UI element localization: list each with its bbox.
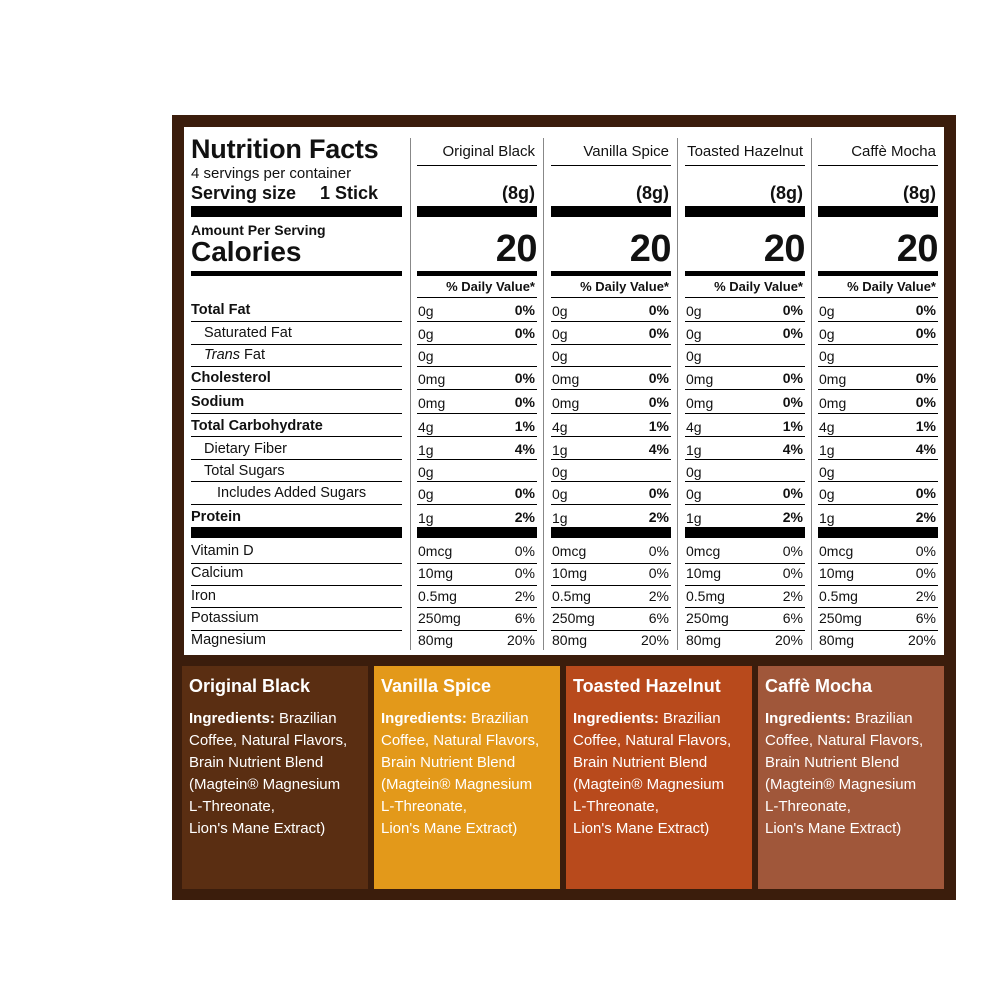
medium-divider xyxy=(818,271,938,276)
vitamin-name: Iron xyxy=(191,588,216,604)
row-rule xyxy=(818,585,938,586)
row-rule xyxy=(551,585,671,586)
nutrient-amount: 0mg xyxy=(819,395,847,411)
vitamin-percent: 0% xyxy=(782,543,803,559)
row-rule xyxy=(191,630,402,631)
nutrient-amount: 0g xyxy=(686,326,702,342)
daily-value-percent: 2% xyxy=(648,509,669,525)
nutrient-name xyxy=(191,394,244,410)
ingredients-line: L-Threonate, xyxy=(765,798,851,815)
row-rule xyxy=(818,389,938,390)
vitamin-name: Calcium xyxy=(191,565,244,581)
nutrient-amount: 0g xyxy=(686,486,702,502)
medium-divider xyxy=(191,271,402,276)
daily-value-header: % Daily Value* xyxy=(580,279,669,294)
daily-value-percent: 0% xyxy=(915,325,936,341)
product-name: Vanilla Spice xyxy=(583,143,669,160)
ingredients-line: L-Threonate, xyxy=(573,798,659,815)
nutrient-amount: 0g xyxy=(418,486,434,502)
row-rule xyxy=(551,459,671,460)
vitamin-amount: 0mcg xyxy=(819,543,854,559)
ingredients-label: Ingredients: xyxy=(765,710,851,727)
nutrient-label: Total Carbohydrate xyxy=(191,418,323,434)
daily-value-percent: 2% xyxy=(782,509,803,525)
vitamin-percent: 2% xyxy=(648,588,669,604)
row-rule xyxy=(551,344,671,345)
nutrient-name xyxy=(204,325,292,341)
vitamin-percent: 0% xyxy=(915,543,936,559)
vitamin-percent: 2% xyxy=(514,588,535,604)
ingredients-line: Coffee, Natural Flavors, xyxy=(189,732,348,749)
nutrient-amount: 0mg xyxy=(819,371,847,387)
nutrient-amount: 4g xyxy=(819,419,835,435)
nutrient-name xyxy=(191,302,250,318)
serving-weight: (8g) xyxy=(903,183,936,203)
serving-size-label: Serving size xyxy=(191,183,297,203)
vitamin-percent: 2% xyxy=(782,588,803,604)
row-rule xyxy=(417,389,537,390)
vitamin-amount: 0.5mg xyxy=(819,588,858,604)
nutrient-label: Includes Added Sugars xyxy=(217,485,367,501)
daily-value-header: % Daily Value* xyxy=(714,279,803,294)
vitamin-amount: 250mg xyxy=(819,610,862,626)
row-rule xyxy=(417,585,537,586)
ingredients-label: Ingredients: xyxy=(381,710,467,727)
thick-divider xyxy=(818,527,938,538)
ingredients-line: Coffee, Natural Flavors, xyxy=(381,732,540,749)
vitamin-amount: 0.5mg xyxy=(418,588,457,604)
nutrient-label: Total Fat xyxy=(191,302,251,318)
nutrient-amount: 1g xyxy=(686,510,702,526)
vitamin-amount: 80mg xyxy=(418,632,454,648)
row-rule xyxy=(417,481,537,482)
row-rule xyxy=(685,585,805,586)
nutrient-amount: 1g xyxy=(819,510,835,526)
daily-value-percent: 0% xyxy=(648,485,669,501)
nutrient-amount: 0g xyxy=(819,348,835,364)
nutrient-name xyxy=(217,485,366,501)
thick-divider xyxy=(191,206,402,217)
daily-value-percent: 0% xyxy=(514,485,535,501)
vitamin-percent: 0% xyxy=(648,565,669,581)
vitamin-amount: 80mg xyxy=(552,632,588,648)
product-name: Toasted Hazelnut xyxy=(687,143,803,160)
ingredients-line: Brazilian xyxy=(658,710,721,727)
ingredients-line: L-Threonate, xyxy=(189,798,275,815)
ingredients-line: Brazilian xyxy=(466,710,529,727)
row-rule xyxy=(417,607,537,608)
daily-value-percent: 0% xyxy=(915,485,936,501)
nutrient-amount: 0g xyxy=(418,303,434,319)
daily-value-percent: 2% xyxy=(915,509,936,525)
ingredients-line: Brazilian xyxy=(850,710,913,727)
row-rule xyxy=(685,436,805,437)
row-rule xyxy=(551,607,671,608)
row-rule xyxy=(551,481,671,482)
nutrient-amount: 0mg xyxy=(418,395,446,411)
row-rule xyxy=(191,607,402,608)
ingredients-line: (Magtein® Magnesium xyxy=(573,776,725,793)
row-rule xyxy=(191,459,402,460)
row-rule xyxy=(818,366,938,367)
row-rule xyxy=(685,389,805,390)
card-title: Vanilla Spice xyxy=(381,676,492,696)
row-rule xyxy=(685,344,805,345)
ingredient-card xyxy=(566,666,752,889)
calories-value: 20 xyxy=(763,228,805,270)
daily-value-percent: 0% xyxy=(648,302,669,318)
product-name: Original Black xyxy=(442,143,535,160)
column-divider xyxy=(811,138,812,650)
nutrient-amount: 1g xyxy=(418,442,434,458)
medium-divider xyxy=(551,271,671,276)
daily-value-percent: 0% xyxy=(782,302,803,318)
row-rule xyxy=(417,504,537,505)
medium-divider xyxy=(417,271,537,276)
row-rule xyxy=(417,436,537,437)
serving-size-value: 1 Stick xyxy=(320,183,379,203)
row-rule xyxy=(685,459,805,460)
row-rule xyxy=(818,297,938,298)
nutrient-label: Dietary Fiber xyxy=(204,441,287,457)
vitamin-percent: 0% xyxy=(514,543,535,559)
nutrient-amount: 4g xyxy=(552,419,568,435)
thick-divider xyxy=(551,527,671,538)
row-rule xyxy=(417,459,537,460)
calories-value: 20 xyxy=(629,228,671,270)
daily-value-percent: 0% xyxy=(782,370,803,386)
nutrient-amount: 0g xyxy=(819,326,835,342)
nutrient-amount: 0mg xyxy=(418,371,446,387)
ingredient-card xyxy=(374,666,560,889)
row-rule xyxy=(685,481,805,482)
daily-value-percent: 0% xyxy=(514,325,535,341)
vitamin-amount: 10mg xyxy=(686,565,722,581)
header-rule xyxy=(417,165,537,166)
nutrient-amount: 0g xyxy=(552,486,568,502)
ingredient-card xyxy=(182,666,368,889)
ingredients-line: (Magtein® Magnesium xyxy=(189,776,341,793)
nutrient-amount: 1g xyxy=(552,510,568,526)
daily-value-percent: 1% xyxy=(514,418,535,434)
daily-value-percent: 0% xyxy=(648,370,669,386)
card-title: Toasted Hazelnut xyxy=(573,676,721,696)
row-rule xyxy=(191,504,402,505)
row-rule xyxy=(551,366,671,367)
daily-value-percent: 0% xyxy=(915,394,936,410)
nutrient-name-italic: Trans xyxy=(204,347,240,363)
daily-value-percent: 0% xyxy=(782,394,803,410)
nutrient-name xyxy=(191,370,271,386)
row-rule xyxy=(818,481,938,482)
row-rule xyxy=(417,344,537,345)
nutrient-amount: 0g xyxy=(552,326,568,342)
ingredients-line: (Magtein® Magnesium xyxy=(381,776,533,793)
vitamin-percent: 20% xyxy=(907,632,936,648)
row-rule xyxy=(417,297,537,298)
daily-value-percent: 2% xyxy=(514,509,535,525)
row-rule xyxy=(685,366,805,367)
vitamin-amount: 0mcg xyxy=(686,543,721,559)
vitamin-amount: 10mg xyxy=(819,565,855,581)
ingredients-text xyxy=(381,708,559,840)
ingredients-line: Coffee, Natural Flavors, xyxy=(573,732,732,749)
daily-value-header: % Daily Value* xyxy=(847,279,936,294)
daily-value-percent: 0% xyxy=(915,302,936,318)
row-rule xyxy=(417,563,537,564)
vitamin-percent: 2% xyxy=(915,588,936,604)
column-divider xyxy=(543,138,544,650)
nutrient-name xyxy=(204,347,265,363)
row-rule xyxy=(818,563,938,564)
vitamin-percent: 0% xyxy=(648,543,669,559)
thick-divider xyxy=(417,206,537,217)
vitamin-percent: 6% xyxy=(782,610,803,626)
ingredients-line: Brain Nutrient Blend xyxy=(189,754,324,771)
header-rule xyxy=(685,165,805,166)
nutrient-label: Total Sugars xyxy=(204,463,285,479)
daily-value-percent: 1% xyxy=(648,418,669,434)
nutrient-amount: 0g xyxy=(686,348,702,364)
ingredients-line: Lion's Mane Extract) xyxy=(573,820,710,837)
daily-value-percent: 0% xyxy=(514,302,535,318)
nutrient-amount: 0g xyxy=(819,464,835,480)
thick-divider xyxy=(685,527,805,538)
ingredients-line: Lion's Mane Extract) xyxy=(765,820,902,837)
card-title: Caffè Mocha xyxy=(765,676,873,696)
vitamin-percent: 20% xyxy=(774,632,803,648)
vitamin-amount: 250mg xyxy=(552,610,595,626)
product-column xyxy=(551,138,671,650)
ingredients-line: Brain Nutrient Blend xyxy=(765,754,900,771)
row-rule xyxy=(191,389,402,390)
product-column xyxy=(818,138,938,650)
nutrient-amount: 1g xyxy=(418,510,434,526)
thick-divider xyxy=(417,527,537,538)
daily-value-percent: 0% xyxy=(514,370,535,386)
nutrient-label: Saturated Fat xyxy=(204,325,292,341)
row-rule xyxy=(191,436,402,437)
nutrient-amount: 4g xyxy=(686,419,702,435)
nutrient-amount: 0g xyxy=(686,303,702,319)
row-rule xyxy=(551,436,671,437)
nutrition-facts-title: Nutrition Facts xyxy=(191,134,379,164)
row-rule xyxy=(191,366,402,367)
ingredients-label: Ingredients: xyxy=(189,710,275,727)
nutrient-amount: 0g xyxy=(552,464,568,480)
vitamin-name: Vitamin D xyxy=(191,543,254,559)
row-rule xyxy=(417,630,537,631)
row-rule xyxy=(551,504,671,505)
row-rule xyxy=(818,607,938,608)
row-rule xyxy=(818,459,938,460)
calories-value: 20 xyxy=(896,228,938,270)
ingredients-line: Coffee, Natural Flavors, xyxy=(765,732,924,749)
nutrient-amount: 0g xyxy=(418,326,434,342)
thick-divider xyxy=(191,527,402,538)
vitamin-percent: 20% xyxy=(640,632,669,648)
vitamin-percent: 20% xyxy=(506,632,535,648)
nutrient-amount: 0mg xyxy=(552,395,580,411)
row-rule xyxy=(818,344,938,345)
row-rule xyxy=(191,344,402,345)
row-rule xyxy=(551,297,671,298)
vitamin-amount: 250mg xyxy=(686,610,729,626)
nutrient-label: Sodium xyxy=(191,394,245,410)
vitamin-percent: 0% xyxy=(782,565,803,581)
daily-value-percent: 1% xyxy=(782,418,803,434)
product-name: Caffè Mocha xyxy=(851,143,936,160)
calories-value: 20 xyxy=(495,228,537,270)
row-rule xyxy=(818,321,938,322)
row-rule xyxy=(551,413,671,414)
nutrient-amount: 0g xyxy=(819,303,835,319)
row-rule xyxy=(818,630,938,631)
vitamin-amount: 80mg xyxy=(686,632,722,648)
row-rule xyxy=(685,607,805,608)
row-rule xyxy=(551,321,671,322)
row-rule xyxy=(191,481,402,482)
nutrient-name xyxy=(191,418,323,434)
serving-weight: (8g) xyxy=(636,183,669,203)
ingredients-text xyxy=(573,708,751,840)
nutrient-name xyxy=(191,509,241,525)
nutrient-name xyxy=(204,441,287,457)
ingredient-card xyxy=(758,666,944,889)
row-rule xyxy=(685,630,805,631)
serving-weight: (8g) xyxy=(770,183,803,203)
ingredients-line: Lion's Mane Extract) xyxy=(189,820,326,837)
daily-value-header: % Daily Value* xyxy=(446,279,535,294)
nutrient-amount: 0g xyxy=(418,348,434,364)
daily-value-percent: 0% xyxy=(514,394,535,410)
daily-value-percent: 0% xyxy=(648,325,669,341)
row-rule xyxy=(417,366,537,367)
row-rule xyxy=(685,413,805,414)
vitamin-amount: 10mg xyxy=(552,565,588,581)
row-rule xyxy=(551,389,671,390)
daily-value-percent: 0% xyxy=(915,370,936,386)
nutrient-label: Fat xyxy=(244,347,265,363)
vitamin-name: Magnesium xyxy=(191,632,266,648)
row-rule xyxy=(191,563,402,564)
ingredients-line: Lion's Mane Extract) xyxy=(381,820,518,837)
thick-divider xyxy=(551,206,671,217)
nutrient-amount: 0mg xyxy=(686,371,714,387)
nutrient-amount: 0g xyxy=(819,486,835,502)
thick-divider xyxy=(685,206,805,217)
column-divider xyxy=(410,138,411,650)
nutrient-amount: 0g xyxy=(418,464,434,480)
row-rule xyxy=(417,413,537,414)
row-rule xyxy=(191,413,402,414)
calories-label: Calories xyxy=(191,236,302,267)
row-rule xyxy=(685,321,805,322)
nutrient-amount: 0mg xyxy=(552,371,580,387)
vitamin-amount: 0mcg xyxy=(418,543,453,559)
ingredients-line: L-Threonate, xyxy=(381,798,467,815)
row-rule xyxy=(818,504,938,505)
daily-value-percent: 4% xyxy=(648,441,669,457)
nutrient-amount: 0mg xyxy=(686,395,714,411)
ingredients-line: Brazilian xyxy=(274,710,337,727)
ingredients-text xyxy=(189,708,367,840)
nutrient-amount: 0g xyxy=(552,303,568,319)
vitamin-percent: 6% xyxy=(648,610,669,626)
vitamin-percent: 0% xyxy=(915,565,936,581)
card-title: Original Black xyxy=(189,676,311,696)
nutrient-name xyxy=(204,463,285,479)
nutrient-amount: 4g xyxy=(418,419,434,435)
row-rule xyxy=(685,297,805,298)
ingredients-text xyxy=(765,708,943,840)
daily-value-percent: 0% xyxy=(782,485,803,501)
ingredients-line: Brain Nutrient Blend xyxy=(381,754,516,771)
nutrient-label: Cholesterol xyxy=(191,370,271,386)
nutrient-amount: 1g xyxy=(819,442,835,458)
row-rule xyxy=(818,436,938,437)
product-column xyxy=(685,138,805,650)
nutrient-amount: 0g xyxy=(552,348,568,364)
nutrient-amount: 0g xyxy=(686,464,702,480)
vitamin-amount: 0.5mg xyxy=(686,588,725,604)
serving-weight: (8g) xyxy=(502,183,535,203)
vitamin-amount: 250mg xyxy=(418,610,461,626)
medium-divider xyxy=(685,271,805,276)
thick-divider xyxy=(818,206,938,217)
daily-value-percent: 4% xyxy=(514,441,535,457)
row-rule xyxy=(417,321,537,322)
ingredients-label: Ingredients: xyxy=(573,710,659,727)
row-rule xyxy=(685,504,805,505)
daily-value-percent: 0% xyxy=(782,325,803,341)
servings-per-container: 4 servings per container xyxy=(191,165,352,182)
vitamin-amount: 10mg xyxy=(418,565,454,581)
vitamin-amount: 0mcg xyxy=(552,543,587,559)
amount-per-serving: Amount Per Serving xyxy=(191,222,326,238)
ingredients-line: Brain Nutrient Blend xyxy=(573,754,708,771)
column-divider xyxy=(677,138,678,650)
vitamin-percent: 6% xyxy=(915,610,936,626)
daily-value-percent: 1% xyxy=(915,418,936,434)
ingredients-line: (Magtein® Magnesium xyxy=(765,776,917,793)
vitamin-amount: 80mg xyxy=(819,632,855,648)
row-rule xyxy=(191,321,402,322)
header-rule xyxy=(818,165,938,166)
daily-value-percent: 4% xyxy=(915,441,936,457)
daily-value-percent: 4% xyxy=(782,441,803,457)
nutrient-amount: 1g xyxy=(552,442,568,458)
row-rule xyxy=(551,630,671,631)
vitamin-percent: 6% xyxy=(514,610,535,626)
daily-value-percent: 0% xyxy=(648,394,669,410)
product-column xyxy=(417,138,537,650)
vitamin-name: Potassium xyxy=(191,610,259,626)
nutrient-amount: 1g xyxy=(686,442,702,458)
row-rule xyxy=(685,563,805,564)
vitamin-amount: 0.5mg xyxy=(552,588,591,604)
nutrient-label: Protein xyxy=(191,509,241,525)
row-rule xyxy=(818,413,938,414)
header-rule xyxy=(551,165,671,166)
row-rule xyxy=(551,563,671,564)
row-rule xyxy=(191,585,402,586)
vitamin-percent: 0% xyxy=(514,565,535,581)
